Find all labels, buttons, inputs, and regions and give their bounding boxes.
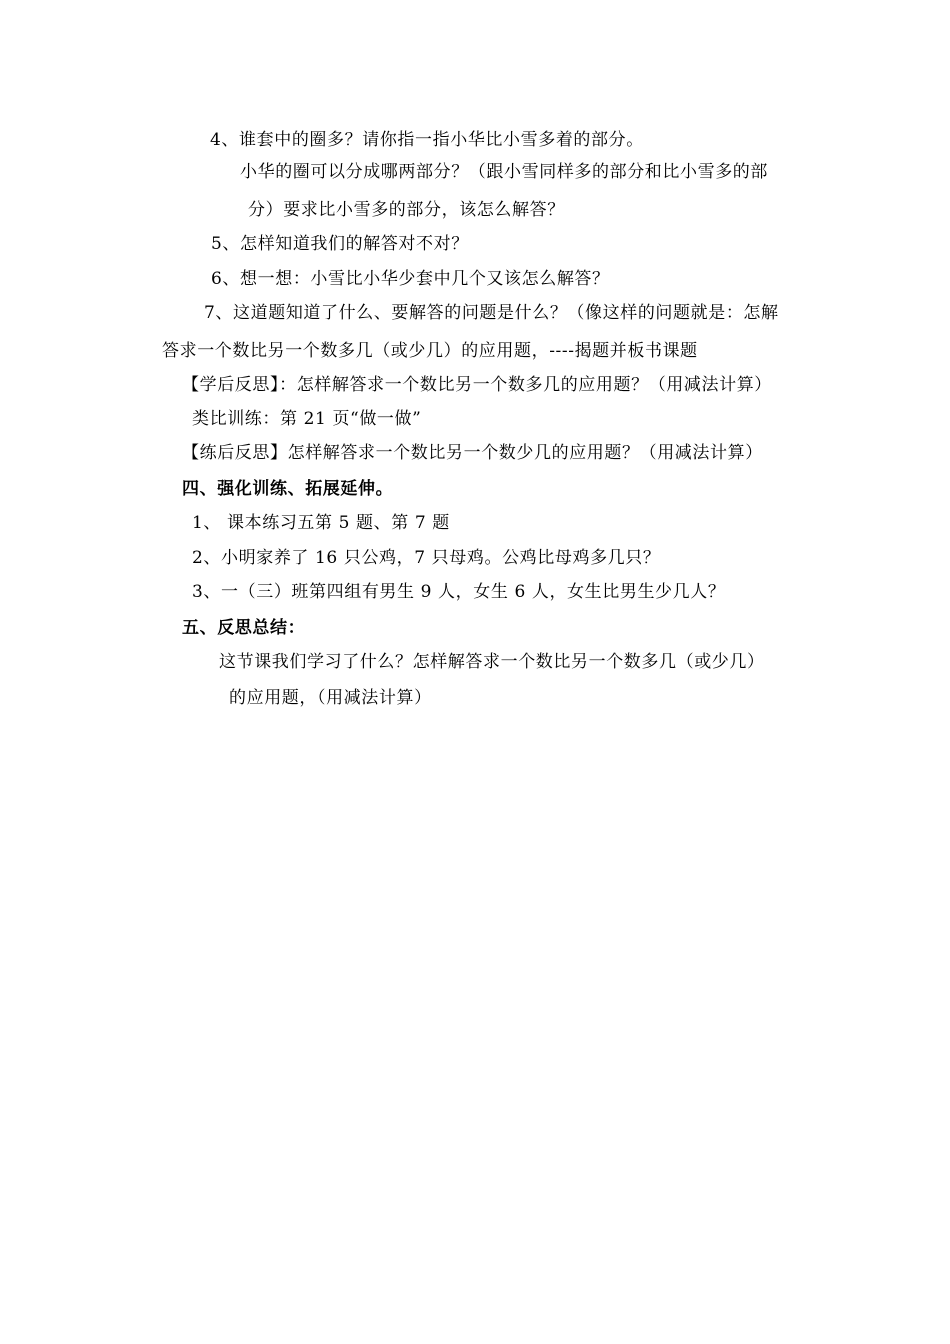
- item-4-subquestion: 小华的圈可以分成哪两部分？（跟小雪同样多的部分和比小雪多的部: [240, 162, 768, 182]
- item-7-question-cont: 答求一个数比另一个数多几（或少几）的应用题，----揭题并板书课题: [162, 341, 698, 361]
- item-6-question: 6、想一想：小雪比小华少套中几个又该怎么解答？: [211, 269, 610, 289]
- analogy-training: 类比训练：第 21 页“做一做”: [192, 409, 422, 429]
- item-4-question: 4、谁套中的圈多？请你指一指小华比小雪多着的部分。: [210, 130, 644, 150]
- item-5-question: 5、怎样知道我们的解答对不对？: [211, 234, 469, 254]
- post-practice-reflection: 【练后反思】怎样解答求一个数比另一个数少几的应用题？（用减法计算）: [182, 443, 763, 463]
- exercise-3: 3、一（三）班第四组有男生 9 人，女生 6 人，女生比男生少几人？: [192, 582, 726, 602]
- exercise-1: 1、 课本练习五第 5 题、第 7 题: [192, 513, 450, 533]
- summary-text-cont: 的应用题，（用减法计算）: [229, 688, 432, 708]
- summary-text: 这节课我们学习了什么？怎样解答求一个数比另一个数多几（或少几）: [219, 652, 765, 672]
- post-study-reflection: 【学后反思】：怎样解答求一个数比另一个数多几的应用题？（用减法计算）: [182, 375, 772, 395]
- section-4-heading: 四、强化训练、拓展延伸。: [182, 479, 394, 499]
- item-4-subquestion-cont: 分）要求比小雪多的部分，该怎么解答？: [248, 200, 565, 220]
- exercise-2: 2、小明家养了 16 只公鸡，7 只母鸡。公鸡比母鸡多几只？: [192, 548, 661, 568]
- item-7-question: 7、这道题知道了什么、要解答的问题是什么？（像这样的问题就是：怎解: [204, 303, 779, 323]
- section-5-heading: 五、反思总结：: [182, 618, 306, 638]
